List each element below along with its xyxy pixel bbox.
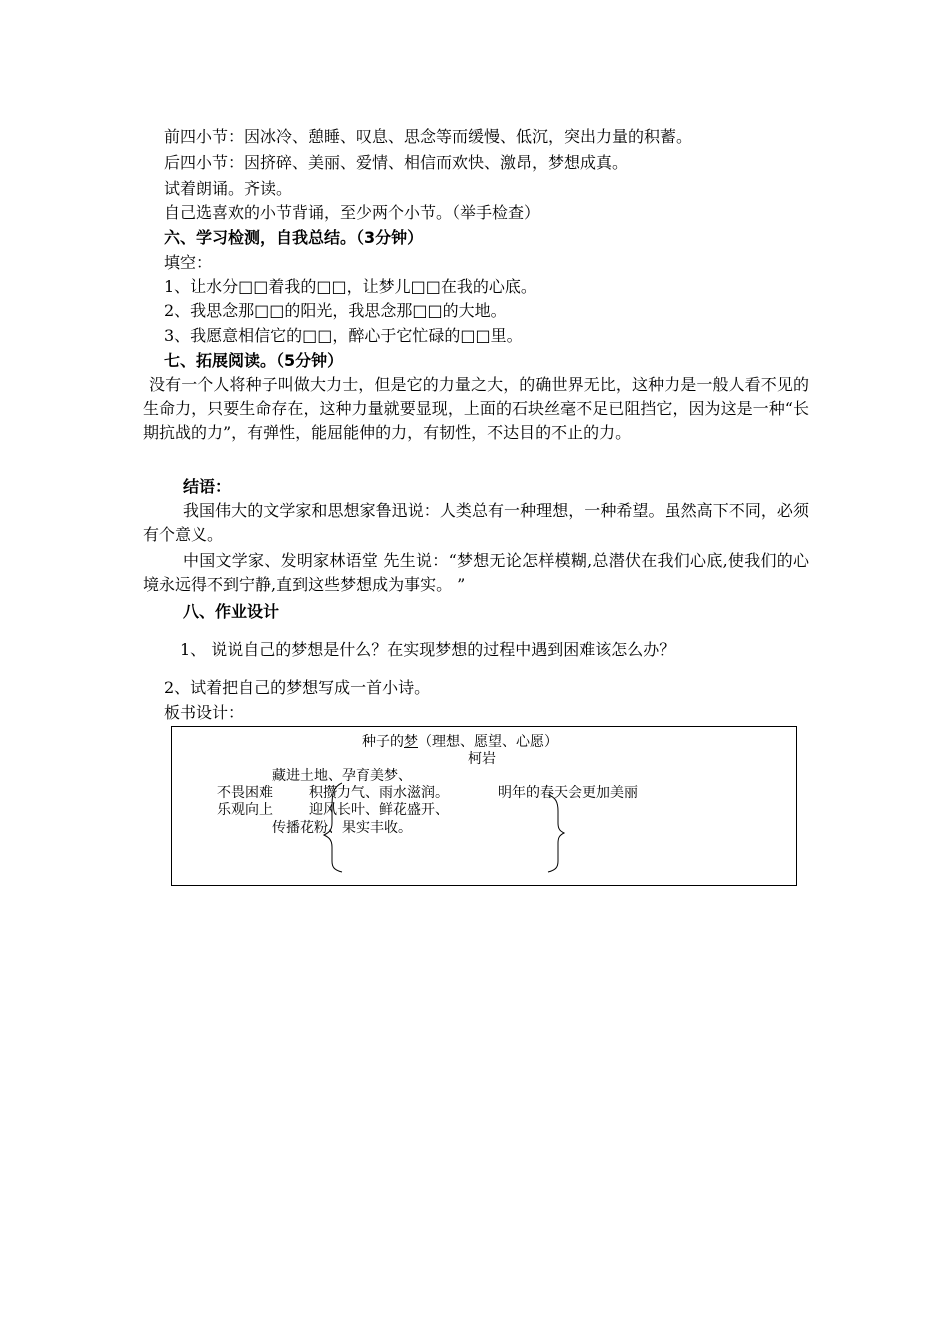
question-2: 2、我思念那□□的阳光，我思念那□□的大地。 [164,301,507,320]
section5-line1: 前四小节：因冰冷、憩睡、叹息、思念等而缓慢、低沉，突出力量的积蓄。 [164,127,693,146]
board-left-1: 不畏困难 [217,785,273,801]
conclusion-heading: 结语： [183,477,232,496]
homework-1: 1、 说说自己的梦想是什么？在实现梦想的过程中遇到困难该怎么办？ [180,640,676,659]
homework-2: 2、试着把自己的梦想写成一首小诗。 [164,678,431,697]
board-left-2: 乐观向上 [217,802,273,818]
board-row-2: 积攒力气、雨水滋润。 [309,785,449,801]
board-right: 明年的春天会更加美丽 [498,785,638,801]
board-design-label: 板书设计： [164,703,245,722]
conclusion-paragraph-1: 我国伟大的文学家和思想家鲁迅说：人类总有一种理想，一种希望。虽然高下不同，必须有个意义。 [143,501,809,544]
board-author: 柯岩 [468,751,496,767]
question-3: 3、我愿意相信它的□□，醉心于它忙碌的□□里。 [164,326,523,345]
section5-line2: 后四小节：因挤碎、美丽、爱情、相信而欢快、激昂，梦想成真。 [164,153,629,172]
section6-heading: 六、学习检测，自我总结。（3分钟） [164,228,424,247]
question-1: 1、让水分□□着我的□□，让梦儿□□在我的心底。 [164,277,537,296]
board-row-3: 迎风长叶、鲜花盛开、 [309,802,449,818]
board-row-1: 藏进土地、孕育美梦、 [272,768,412,784]
board-design-box [171,726,797,886]
reading-paragraph: 没有一个人将种子叫做大力士，但是它的力量之大，的确世界无比，这种力是一般人看不见的生命力，只要生命存在，这种力量就要显现，上面的石块丝毫不足已阻挡它，因为这是一种“长期抗战的力”，有弹性，能屈能伸的力，有韧性，不达目的不止的力。 [143,375,809,442]
board-title-prefix: 种子的 [362,734,404,750]
right-brace-icon [548,795,564,872]
section8-heading: 八、作业设计 [183,602,280,621]
section7-heading: 七、拓展阅读。（5分钟） [164,351,344,370]
conclusion-paragraph-2: 中国文学家、发明家林语堂 先生说：“梦想无论怎样模糊,总潜伏在我们心底,使我们的心境永远得不到宁静,直到这些梦想成为事实。 ” [143,551,809,594]
board-braces [172,727,798,887]
board-title-underlined: 梦 [404,734,418,750]
section5-line3: 试着朗诵。齐读。 [164,179,293,198]
fill-label: 填空： [164,253,213,272]
section5-line4: 自己选喜欢的小节背诵，至少两个小节。（举手检查） [164,203,541,222]
board-row-4: 传播花粉、果实丰收。 [272,820,412,836]
left-brace-icon [324,783,342,872]
board-title-suffix: （理想、愿望、心愿） [418,734,558,750]
